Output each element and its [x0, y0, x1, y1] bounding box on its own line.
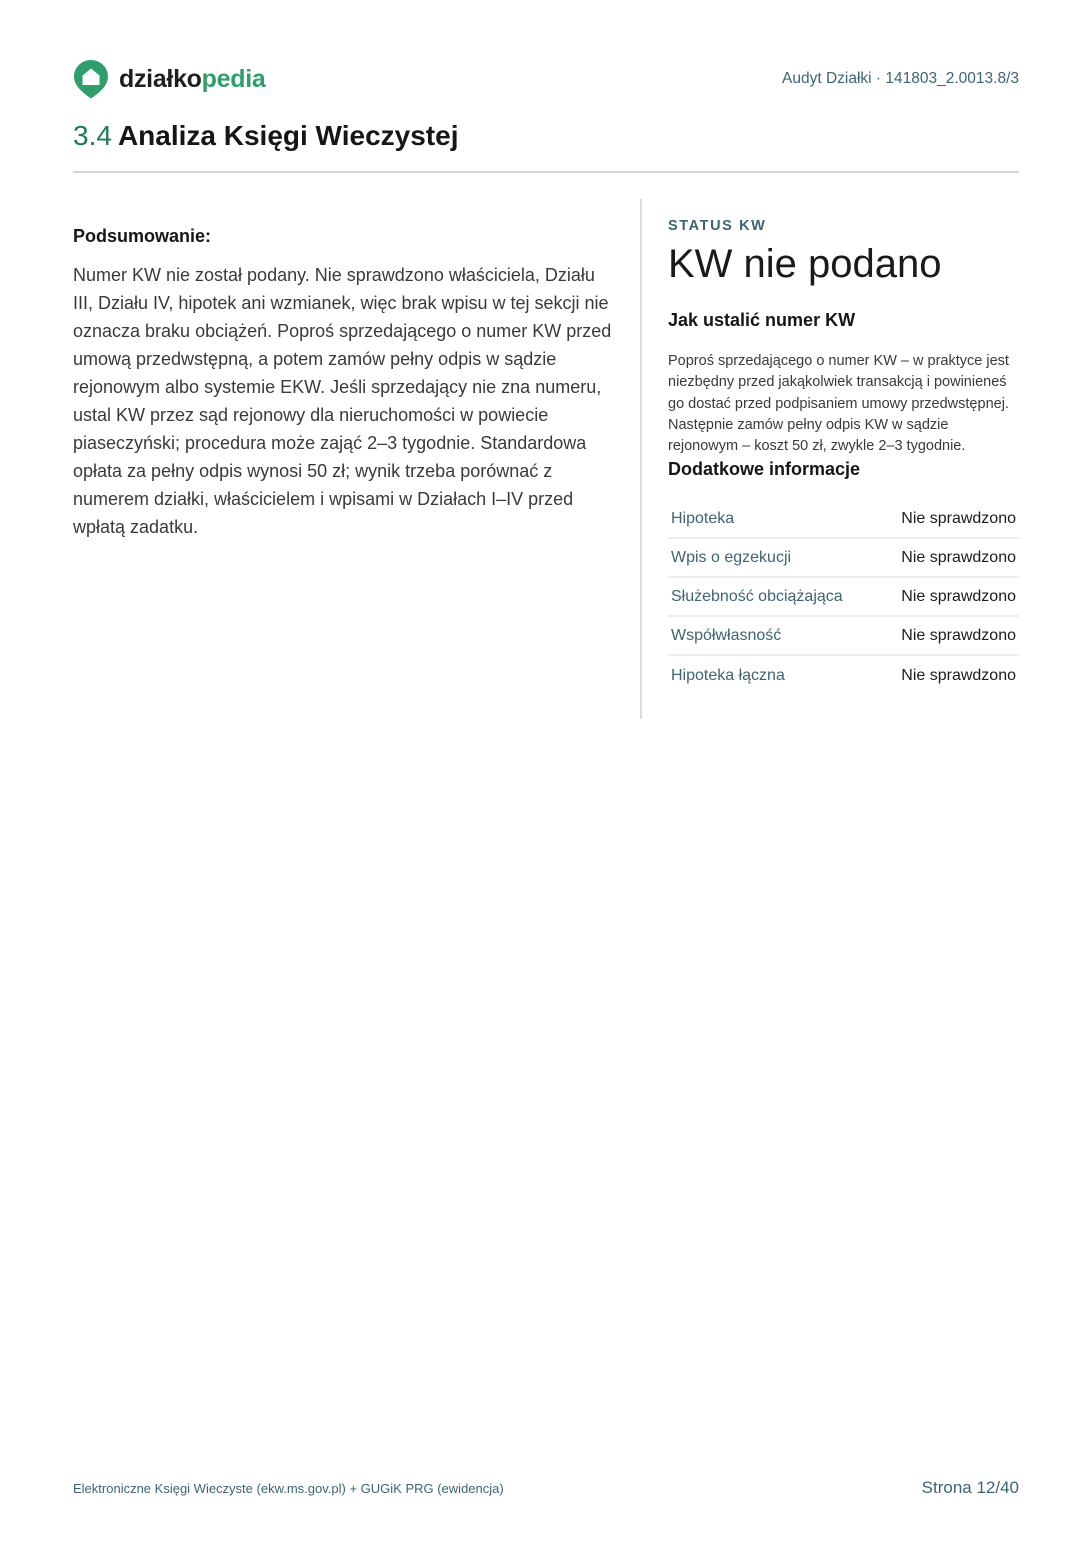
row-label: Wpis o egzekucji: [671, 548, 792, 566]
brand-name-part1: działko: [119, 64, 202, 93]
status-label: STATUS KW: [668, 218, 767, 234]
page-title: [73, 120, 458, 152]
row-value: Nie sprawdzono: [901, 509, 1016, 527]
brand-name: [119, 65, 265, 94]
status-panel: [668, 218, 1019, 695]
row-label: Hipoteka: [671, 509, 735, 527]
data-source-note: Elektroniczne Księgi Wieczyste (ekw.ms.gov.pl) + GUGiK PRG (ewidencja): [73, 1480, 504, 1496]
table-row: [668, 617, 1019, 656]
additional-info-table: [668, 500, 1019, 695]
summary-label: Podsumowanie:: [73, 226, 212, 246]
column-divider: [640, 199, 642, 719]
row-value: Nie sprawdzono: [901, 587, 1016, 605]
summary-column: [73, 226, 618, 541]
table-row: [668, 656, 1019, 695]
additional-info-heading: Dodatkowe informacje: [668, 459, 861, 480]
row-label: Służebność obciążająca: [671, 587, 843, 605]
map-pin-house-icon: [73, 59, 109, 99]
row-label: Hipoteka łączna: [671, 666, 785, 684]
page-number: Strona 12/40: [921, 1478, 1019, 1497]
title-divider: [73, 171, 1019, 173]
document-reference: Audyt Działki · 141803_2.0013.8/3: [782, 70, 1019, 87]
row-value: Nie sprawdzono: [901, 666, 1016, 684]
section-number: 3.4: [73, 120, 112, 151]
how-to-heading: Jak ustalić numer KW: [668, 310, 856, 330]
table-row: [668, 539, 1019, 578]
brand-name-part2: pedia: [201, 64, 266, 93]
brand-logo[interactable]: [73, 59, 265, 99]
row-value: Nie sprawdzono: [901, 626, 1016, 644]
summary-text: Numer KW nie został podany. Nie sprawdzono właściciela, Działu III, Działu IV, hipotek ani wzmianek, więc brak wpisu w tej sekcji nie oznacza braku obciążeń. Poproś sprzedającego o numer KW przed umową przedwstępną, a potem zamów pełny odpis w sądzie rejonowym albo systemie EKW. Jeśli sprzedający nie zna numeru, ustal KW przez sąd rejonowy dla nieruchomości w powiecie piaseczyński; procedura może zająć 2–3 tygodnie. Standardowa opłata za pełny odpis wynosi 50 zł; wynik trzeba porównać z numerem działki, właścicielem i wpisami w Działach I–IV przed wpłatą zadatku.: [73, 265, 612, 537]
row-value: Nie sprawdzono: [901, 548, 1016, 566]
section-title-text: Analiza Księgi Wieczystej: [117, 120, 459, 151]
page-header: [73, 58, 1019, 100]
status-value: KW nie podano: [668, 242, 942, 286]
table-row: [668, 500, 1019, 539]
page-footer: [73, 1478, 1019, 1498]
how-to-text: Poproś sprzedającego o numer KW – w praktyce jest niezbędny przed jakąkolwiek transakcją i powinieneś go dostać przed podpisaniem umowy przedwstępnej. Następnie zamów pełny odpis KW w sądzie rejonowym – koszt 50 zł, zwykle 2–3 tygodnie.: [668, 353, 1009, 455]
row-label: Współwłasność: [671, 626, 782, 644]
table-row: [668, 578, 1019, 617]
